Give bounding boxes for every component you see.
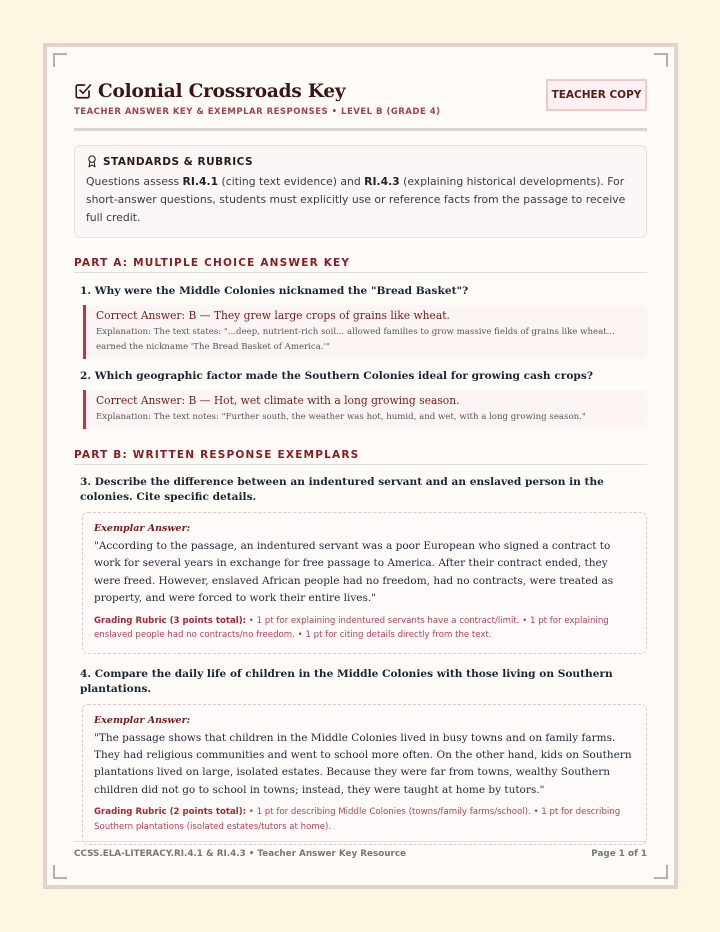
page-footer — [74, 841, 647, 859]
standards-text-part: (explaining historical developments). For short-answer questions, students must explicitly use or reference facts from the passage to receive full credit. — [86, 175, 626, 224]
standards-text-part: (citing text evidence) and — [218, 175, 365, 188]
standards-heading: STANDARDS & RUBRICS — [103, 155, 254, 168]
standards-text-part: Questions assess — [86, 175, 183, 188]
question-block — [74, 475, 647, 654]
grading-rubric — [94, 614, 636, 643]
teacher-copy-badge: TEACHER COPY — [546, 79, 647, 111]
rubric-label: Grading Rubric (3 points total): — [94, 615, 247, 626]
correct-answer: Correct Answer: B — Hot, wet climate with a long growing season. — [96, 394, 460, 407]
question-block — [74, 667, 647, 846]
exemplar-box — [82, 704, 647, 846]
answer-key-page — [43, 43, 678, 889]
part-b-heading: PART B: WRITTEN RESPONSE EXEMPLARS — [74, 449, 647, 465]
corner-ornament — [654, 53, 668, 67]
corner-ornament — [53, 53, 67, 67]
award-ribbon-icon — [86, 155, 98, 168]
exemplar-box — [82, 512, 647, 654]
grading-rubric — [94, 805, 636, 834]
correct-answer: Correct Answer: B — They grew large crops of grains like wheat. — [96, 309, 450, 322]
standard-code: RI.4.1 — [182, 175, 219, 188]
rubric-text: • 1 pt for explaining indentured servants have a contract/limit. • 1 pt for explaining enslaved people had no contracts/no freedom. • 1 pt for citing details directly from the text. — [94, 615, 609, 641]
corner-ornament — [654, 865, 668, 879]
answer-box — [83, 390, 647, 429]
answer-explanation: Explanation: The text states: "...deep, nutrient-rich soil... allowed families to grow massive fields of grains like wheat... earned the nickname 'The Bread Basket of America.'" — [96, 327, 615, 352]
standards-box — [74, 145, 647, 238]
question-text: 1. Why were the Middle Colonies nicknamed the "Bread Basket"? — [80, 285, 469, 297]
part-a-heading: PART A: MULTIPLE CHOICE ANSWER KEY — [74, 257, 647, 273]
question-text: 4. Compare the daily life of children in the Middle Colonies with those living on Southern plantations. — [80, 667, 613, 695]
footer-standards: CCSS.ELA-LITERACY.RI.4.1 & RI.4.3 • Teacher Answer Key Resource — [74, 849, 407, 859]
standards-heading-row — [86, 155, 635, 168]
question-text: 3. Describe the difference between an indentured servant and an enslaved person in the colonies. Cite specific details. — [80, 476, 604, 503]
exemplar-label: Exemplar Answer: — [94, 523, 191, 534]
standards-text — [86, 173, 635, 227]
exemplar-text: "The passage shows that children in the Middle Colonies lived in busy towns and on family farms. They had religious communities and went to school more often. On the other hand, kids on Southern plantations lived on large, isolated estates. Because they were far from towns, wealthy Southern children did not go to school in towns; instead, they were taught at home by tutors." — [94, 731, 632, 796]
answer-explanation: Explanation: The text notes: "Further south, the weather was hot, humid, and wet, with a long growing season." — [96, 412, 586, 422]
page-subtitle: TEACHER ANSWER KEY & EXEMPLAR RESPONSES • LEVEL B (GRADE 4) — [74, 107, 441, 117]
standard-code: RI.4.3 — [364, 175, 400, 188]
page-content — [74, 77, 647, 845]
question-block — [74, 369, 647, 429]
page-number: Page 1 of 1 — [591, 849, 647, 859]
question-text: 2. Which geographic factor made the Southern Colonies ideal for growing cash crops? — [80, 370, 594, 382]
question-block — [74, 284, 647, 359]
page-title: Colonial Crossroads Key — [98, 80, 346, 102]
rubric-label: Grading Rubric (2 points total): — [94, 807, 247, 818]
exemplar-label: Exemplar Answer: — [94, 714, 191, 726]
page-header — [74, 77, 647, 131]
rubric-text: • 1 pt for describing Middle Colonies (towns/family farms/school). • 1 pt for describing Southern plantations (isolated estates/tutors at home). — [94, 807, 621, 832]
corner-ornament — [53, 865, 67, 879]
answer-box — [83, 305, 647, 359]
checkbox-icon — [74, 82, 92, 100]
exemplar-text: "According to the passage, an indentured servant was a poor European who signed a contract to work for several years in exchange for free passage to America. After their contract ended, they were freed. However, enslaved African people had no freedom, had no contracts, were treated as property, and were forced to work their entire lives." — [94, 540, 614, 605]
